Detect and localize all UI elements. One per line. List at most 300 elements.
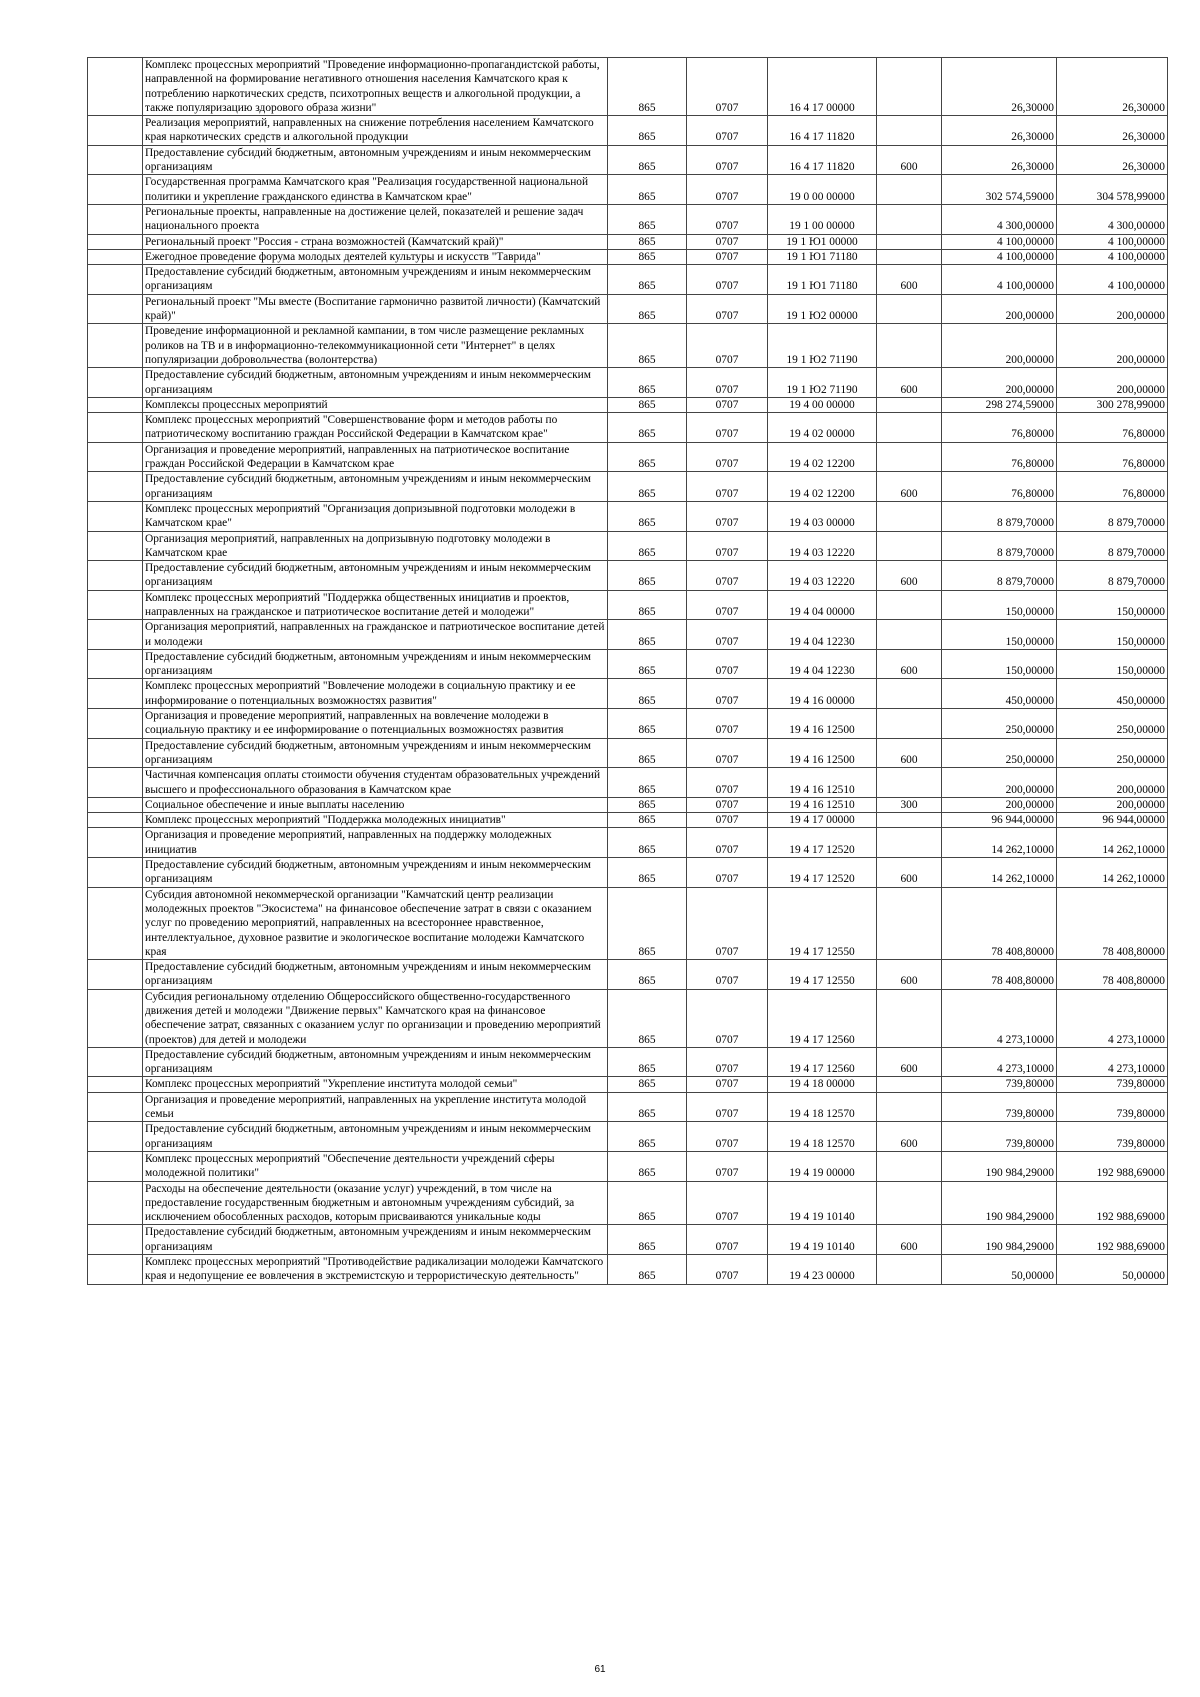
row-expense-type (877, 1255, 942, 1285)
table-row (88, 1122, 1168, 1152)
row-section-code: 0707 (687, 738, 768, 768)
row-section-code: 0707 (687, 472, 768, 502)
row-expense-type (877, 813, 942, 828)
row-target-article: 19 4 18 12570 (768, 1122, 877, 1152)
table-row (88, 828, 1168, 858)
row-expense-type (877, 116, 942, 146)
row-blank-cell (88, 709, 143, 739)
row-blank-cell (88, 620, 143, 650)
row-grbs-code: 865 (608, 58, 687, 116)
row-expense-type (877, 501, 942, 531)
row-expense-type (877, 175, 942, 205)
row-amount-year2: 76,80000 (1057, 472, 1168, 502)
row-blank-cell (88, 813, 143, 828)
row-description: Организация мероприятий, направленных на допризывную подготовку молодежи в Камчатском крае (143, 531, 608, 561)
row-amount-year1: 4 273,10000 (942, 989, 1057, 1047)
row-blank-cell (88, 175, 143, 205)
row-description: Комплекс процессных мероприятий "Противодействие радикализации молодежи Камчатского края и недопущение ее вовлечения в экстремистскую и террористическую деятельность" (143, 1255, 608, 1285)
row-target-article: 19 4 02 00000 (768, 413, 877, 443)
table-row (88, 294, 1168, 324)
row-target-article: 19 4 19 10140 (768, 1225, 877, 1255)
table-row (88, 501, 1168, 531)
row-grbs-code: 865 (608, 887, 687, 959)
row-grbs-code: 865 (608, 828, 687, 858)
row-blank-cell (88, 1255, 143, 1285)
table-row (88, 116, 1168, 146)
row-amount-year2: 739,80000 (1057, 1122, 1168, 1152)
row-description: Комплекс процессных мероприятий "Обеспечение деятельности учреждений сферы молодежной политики" (143, 1151, 608, 1181)
row-description: Предоставление субсидий бюджетным, автономным учреждениям и иным некоммерческим организациям (143, 368, 608, 398)
row-target-article: 19 4 17 12520 (768, 828, 877, 858)
row-grbs-code: 865 (608, 145, 687, 175)
row-description: Организация и проведение мероприятий, направленных на патриотическое воспитание граждан Российской Федерации в Камчатском крае (143, 442, 608, 472)
table-row (88, 472, 1168, 502)
row-target-article: 19 4 04 12230 (768, 649, 877, 679)
row-grbs-code: 865 (608, 265, 687, 295)
table-row (88, 1047, 1168, 1077)
table-row (88, 1092, 1168, 1122)
row-section-code: 0707 (687, 989, 768, 1047)
page-number: 61 (594, 1664, 606, 1675)
row-amount-year2: 76,80000 (1057, 442, 1168, 472)
row-target-article: 19 1 Ю2 00000 (768, 294, 877, 324)
row-expense-type: 600 (877, 960, 942, 990)
row-amount-year1: 4 273,10000 (942, 1047, 1057, 1077)
row-section-code: 0707 (687, 797, 768, 812)
row-section-code: 0707 (687, 1151, 768, 1181)
row-grbs-code: 865 (608, 1077, 687, 1092)
row-description: Предоставление субсидий бюджетным, автономным учреждениям и иным некоммерческим организациям (143, 265, 608, 295)
row-grbs-code: 865 (608, 294, 687, 324)
row-grbs-code: 865 (608, 1122, 687, 1152)
row-grbs-code: 865 (608, 368, 687, 398)
row-amount-year1: 76,80000 (942, 442, 1057, 472)
row-grbs-code: 865 (608, 679, 687, 709)
row-expense-type: 600 (877, 472, 942, 502)
row-amount-year2: 192 988,69000 (1057, 1181, 1168, 1225)
table-row (88, 738, 1168, 768)
row-amount-year2: 26,30000 (1057, 116, 1168, 146)
table-row (88, 1151, 1168, 1181)
row-grbs-code: 865 (608, 858, 687, 888)
row-target-article: 19 4 04 00000 (768, 590, 877, 620)
row-expense-type (877, 234, 942, 249)
row-section-code: 0707 (687, 1122, 768, 1152)
row-target-article: 19 4 02 12200 (768, 442, 877, 472)
row-description: Организация и проведение мероприятий, направленных на поддержку молодежных инициатив (143, 828, 608, 858)
row-grbs-code: 865 (608, 768, 687, 798)
row-amount-year1: 739,80000 (942, 1122, 1057, 1152)
row-amount-year2: 76,80000 (1057, 413, 1168, 443)
row-target-article: 19 4 03 12220 (768, 531, 877, 561)
row-grbs-code: 865 (608, 249, 687, 264)
table-row (88, 649, 1168, 679)
row-expense-type: 300 (877, 797, 942, 812)
row-amount-year2: 8 879,70000 (1057, 501, 1168, 531)
row-amount-year2: 26,30000 (1057, 145, 1168, 175)
row-description: Региональные проекты, направленные на достижение целей, показателей и решение задач национального проекта (143, 204, 608, 234)
row-target-article: 19 1 00 00000 (768, 204, 877, 234)
row-amount-year2: 150,00000 (1057, 649, 1168, 679)
row-grbs-code: 865 (608, 234, 687, 249)
row-amount-year2: 150,00000 (1057, 620, 1168, 650)
row-blank-cell (88, 887, 143, 959)
row-amount-year1: 26,30000 (942, 116, 1057, 146)
row-target-article: 16 4 17 11820 (768, 145, 877, 175)
row-amount-year1: 96 944,00000 (942, 813, 1057, 828)
row-amount-year2: 200,00000 (1057, 294, 1168, 324)
row-section-code: 0707 (687, 1181, 768, 1225)
row-blank-cell (88, 472, 143, 502)
row-description: Предоставление субсидий бюджетным, автономным учреждениям и иным некоммерческим организациям (143, 1047, 608, 1077)
table-row (88, 1255, 1168, 1285)
row-target-article: 19 4 03 12220 (768, 561, 877, 591)
row-target-article: 19 4 17 12550 (768, 960, 877, 990)
row-target-article: 19 4 17 12550 (768, 887, 877, 959)
row-amount-year2: 200,00000 (1057, 368, 1168, 398)
row-description: Субсидия региональному отделению Общероссийского общественно-государственного движения детей и молодежи "Движение первых" Камчатского края на финансовое обеспечение затрат, связанных с оказанием услуг по организации и проведению мероприятий (проектов) для детей и молодежи (143, 989, 608, 1047)
table-row (88, 397, 1168, 412)
row-section-code: 0707 (687, 368, 768, 398)
row-description: Ежегодное проведение форума молодых деятелей культуры и искусств "Таврида" (143, 249, 608, 264)
row-grbs-code: 865 (608, 797, 687, 812)
row-expense-type (877, 828, 942, 858)
row-grbs-code: 865 (608, 960, 687, 990)
row-section-code: 0707 (687, 858, 768, 888)
row-section-code: 0707 (687, 442, 768, 472)
table-row (88, 368, 1168, 398)
row-expense-type (877, 887, 942, 959)
row-blank-cell (88, 368, 143, 398)
row-target-article: 19 1 Ю1 71180 (768, 249, 877, 264)
row-amount-year1: 200,00000 (942, 368, 1057, 398)
row-expense-type (877, 1092, 942, 1122)
row-expense-type: 600 (877, 265, 942, 295)
table-row (88, 1181, 1168, 1225)
row-description: Предоставление субсидий бюджетным, автономным учреждениям и иным некоммерческим организациям (143, 649, 608, 679)
row-amount-year1: 150,00000 (942, 590, 1057, 620)
row-description: Предоставление субсидий бюджетным, автономным учреждениям и иным некоммерческим организациям (143, 561, 608, 591)
row-amount-year1: 4 100,00000 (942, 234, 1057, 249)
table-row (88, 58, 1168, 116)
table-row (88, 561, 1168, 591)
row-amount-year1: 50,00000 (942, 1255, 1057, 1285)
row-amount-year1: 190 984,29000 (942, 1225, 1057, 1255)
row-blank-cell (88, 768, 143, 798)
table-row (88, 413, 1168, 443)
row-section-code: 0707 (687, 828, 768, 858)
row-blank-cell (88, 531, 143, 561)
table-row (88, 145, 1168, 175)
row-expense-type: 600 (877, 1225, 942, 1255)
row-expense-type: 600 (877, 1122, 942, 1152)
row-grbs-code: 865 (608, 989, 687, 1047)
row-description: Социальное обеспечение и иные выплаты населению (143, 797, 608, 812)
row-section-code: 0707 (687, 813, 768, 828)
row-grbs-code: 865 (608, 397, 687, 412)
row-section-code: 0707 (687, 175, 768, 205)
row-blank-cell (88, 649, 143, 679)
table-row (88, 679, 1168, 709)
row-section-code: 0707 (687, 145, 768, 175)
row-amount-year2: 450,00000 (1057, 679, 1168, 709)
row-amount-year1: 4 100,00000 (942, 265, 1057, 295)
row-grbs-code: 865 (608, 324, 687, 368)
row-expense-type (877, 413, 942, 443)
row-expense-type: 600 (877, 561, 942, 591)
row-grbs-code: 865 (608, 738, 687, 768)
row-target-article: 16 4 17 11820 (768, 116, 877, 146)
row-section-code: 0707 (687, 590, 768, 620)
row-target-article: 19 4 04 12230 (768, 620, 877, 650)
row-amount-year2: 304 578,99000 (1057, 175, 1168, 205)
row-amount-year2: 4 273,10000 (1057, 1047, 1168, 1077)
row-amount-year1: 200,00000 (942, 797, 1057, 812)
table-row (88, 620, 1168, 650)
row-blank-cell (88, 738, 143, 768)
table-row (88, 768, 1168, 798)
row-section-code: 0707 (687, 1225, 768, 1255)
row-grbs-code: 865 (608, 1225, 687, 1255)
table-row (88, 249, 1168, 264)
table-row (88, 887, 1168, 959)
table-row (88, 175, 1168, 205)
row-amount-year2: 14 262,10000 (1057, 858, 1168, 888)
row-grbs-code: 865 (608, 413, 687, 443)
row-expense-type (877, 989, 942, 1047)
row-description: Предоставление субсидий бюджетным, автономным учреждениям и иным некоммерческим организациям (143, 738, 608, 768)
row-blank-cell (88, 413, 143, 443)
table-row (88, 234, 1168, 249)
row-target-article: 19 4 19 10140 (768, 1181, 877, 1225)
row-blank-cell (88, 324, 143, 368)
row-amount-year1: 302 574,59000 (942, 175, 1057, 205)
row-amount-year1: 8 879,70000 (942, 501, 1057, 531)
row-blank-cell (88, 1077, 143, 1092)
row-section-code: 0707 (687, 204, 768, 234)
row-target-article: 19 1 Ю2 71190 (768, 324, 877, 368)
row-description: Предоставление субсидий бюджетным, автономным учреждениям и иным некоммерческим организациям (143, 858, 608, 888)
row-target-article: 19 4 17 12560 (768, 1047, 877, 1077)
row-target-article: 19 4 18 12570 (768, 1092, 877, 1122)
row-target-article: 19 4 16 00000 (768, 679, 877, 709)
row-section-code: 0707 (687, 234, 768, 249)
row-blank-cell (88, 1225, 143, 1255)
row-amount-year1: 450,00000 (942, 679, 1057, 709)
row-amount-year2: 200,00000 (1057, 768, 1168, 798)
row-amount-year1: 78 408,80000 (942, 887, 1057, 959)
row-amount-year1: 150,00000 (942, 620, 1057, 650)
row-amount-year2: 250,00000 (1057, 709, 1168, 739)
row-amount-year2: 200,00000 (1057, 797, 1168, 812)
row-target-article: 19 4 16 12500 (768, 738, 877, 768)
row-amount-year1: 78 408,80000 (942, 960, 1057, 990)
table-row (88, 442, 1168, 472)
row-section-code: 0707 (687, 501, 768, 531)
row-description: Комплекс процессных мероприятий "Проведение информационно-пропагандистской работы, направленной на формирование негативного отношения населения Камчатского края к потреблению наркотических средств, психотропных веществ и алкогольной продукции, а также популяризацию здорового образа жизни" (143, 58, 608, 116)
row-amount-year2: 4 100,00000 (1057, 249, 1168, 264)
row-grbs-code: 865 (608, 472, 687, 502)
table-row (88, 1225, 1168, 1255)
row-description: Проведение информационной и рекламной кампании, в том числе размещение рекламных роликов на ТВ и в информационно-телекоммуникационной сети "Интернет" в целях популяризации добровольчества (волонтерства) (143, 324, 608, 368)
row-section-code: 0707 (687, 679, 768, 709)
row-target-article: 19 4 16 12510 (768, 797, 877, 812)
row-description: Предоставление субсидий бюджетным, автономным учреждениям и иным некоммерческим организациям (143, 145, 608, 175)
row-amount-year2: 4 273,10000 (1057, 989, 1168, 1047)
row-blank-cell (88, 501, 143, 531)
row-expense-type (877, 58, 942, 116)
row-blank-cell (88, 265, 143, 295)
row-expense-type: 600 (877, 1047, 942, 1077)
row-blank-cell (88, 442, 143, 472)
budget-table-body (88, 58, 1168, 1285)
row-grbs-code: 865 (608, 1255, 687, 1285)
row-grbs-code: 865 (608, 116, 687, 146)
row-amount-year2: 739,80000 (1057, 1077, 1168, 1092)
row-amount-year1: 14 262,10000 (942, 828, 1057, 858)
row-section-code: 0707 (687, 768, 768, 798)
row-expense-type: 600 (877, 145, 942, 175)
row-amount-year2: 78 408,80000 (1057, 960, 1168, 990)
row-expense-type (877, 1077, 942, 1092)
row-blank-cell (88, 249, 143, 264)
row-expense-type (877, 620, 942, 650)
row-blank-cell (88, 294, 143, 324)
row-blank-cell (88, 1047, 143, 1077)
row-target-article: 19 4 00 00000 (768, 397, 877, 412)
row-description: Предоставление субсидий бюджетным, автономным учреждениям и иным некоммерческим организациям (143, 472, 608, 502)
row-blank-cell (88, 234, 143, 249)
row-amount-year1: 739,80000 (942, 1077, 1057, 1092)
row-target-article: 19 4 02 12200 (768, 472, 877, 502)
table-row (88, 1077, 1168, 1092)
row-section-code: 0707 (687, 413, 768, 443)
row-amount-year1: 250,00000 (942, 709, 1057, 739)
row-section-code: 0707 (687, 709, 768, 739)
row-section-code: 0707 (687, 294, 768, 324)
row-target-article: 19 1 Ю1 71180 (768, 265, 877, 295)
row-blank-cell (88, 1151, 143, 1181)
row-section-code: 0707 (687, 265, 768, 295)
row-grbs-code: 865 (608, 1181, 687, 1225)
row-description: Организация мероприятий, направленных на гражданское и патриотическое воспитание детей и молодежи (143, 620, 608, 650)
row-description: Организация и проведение мероприятий, направленных на вовлечение молодежи в социальную практику и ее информирование о потенциальных возможностях развития (143, 709, 608, 739)
row-amount-year2: 26,30000 (1057, 58, 1168, 116)
row-description: Расходы на обеспечение деятельности (оказание услуг) учреждений, в том числе на предоставление государственным бюджетным и автономным учреждениям субсидий, за исключением обособленных расходов, которым присваиваются уникальные коды (143, 1181, 608, 1225)
row-expense-type (877, 294, 942, 324)
table-row (88, 709, 1168, 739)
row-expense-type (877, 768, 942, 798)
row-description: Реализация мероприятий, направленных на снижение потребления населением Камчатского края наркотических средств и алкогольной продукции (143, 116, 608, 146)
row-blank-cell (88, 960, 143, 990)
row-amount-year1: 190 984,29000 (942, 1151, 1057, 1181)
row-blank-cell (88, 590, 143, 620)
row-target-article: 19 4 16 12500 (768, 709, 877, 739)
row-amount-year2: 4 300,00000 (1057, 204, 1168, 234)
row-description: Комплексы процессных мероприятий (143, 397, 608, 412)
row-grbs-code: 865 (608, 204, 687, 234)
row-amount-year1: 76,80000 (942, 472, 1057, 502)
row-blank-cell (88, 679, 143, 709)
row-grbs-code: 865 (608, 1092, 687, 1122)
row-expense-type (877, 1151, 942, 1181)
row-amount-year2: 300 278,99000 (1057, 397, 1168, 412)
row-expense-type (877, 709, 942, 739)
row-amount-year1: 8 879,70000 (942, 531, 1057, 561)
row-amount-year2: 4 100,00000 (1057, 265, 1168, 295)
row-blank-cell (88, 116, 143, 146)
row-amount-year2: 78 408,80000 (1057, 887, 1168, 959)
row-grbs-code: 865 (608, 649, 687, 679)
row-expense-type (877, 531, 942, 561)
row-amount-year2: 8 879,70000 (1057, 531, 1168, 561)
row-amount-year2: 96 944,00000 (1057, 813, 1168, 828)
row-grbs-code: 865 (608, 501, 687, 531)
row-section-code: 0707 (687, 249, 768, 264)
row-amount-year2: 192 988,69000 (1057, 1225, 1168, 1255)
row-target-article: 19 4 17 00000 (768, 813, 877, 828)
row-expense-type (877, 590, 942, 620)
table-row (88, 989, 1168, 1047)
row-amount-year2: 192 988,69000 (1057, 1151, 1168, 1181)
row-blank-cell (88, 204, 143, 234)
row-amount-year2: 4 100,00000 (1057, 234, 1168, 249)
row-amount-year2: 8 879,70000 (1057, 561, 1168, 591)
row-expense-type: 600 (877, 858, 942, 888)
row-target-article: 19 0 00 00000 (768, 175, 877, 205)
row-amount-year1: 739,80000 (942, 1092, 1057, 1122)
row-description: Комплекс процессных мероприятий "Укрепление института молодой семьи" (143, 1077, 608, 1092)
row-expense-type (877, 249, 942, 264)
row-description: Частичная компенсация оплаты стоимости обучения студентам образовательных учреждений высшего и профессионального образования в Камчатском крае (143, 768, 608, 798)
row-amount-year2: 200,00000 (1057, 324, 1168, 368)
row-grbs-code: 865 (608, 813, 687, 828)
row-description: Комплекс процессных мероприятий "Вовлечение молодежи в социальную практику и ее информирование о потенциальных возможностях развития" (143, 679, 608, 709)
row-expense-type (877, 1181, 942, 1225)
row-amount-year2: 250,00000 (1057, 738, 1168, 768)
row-description: Комплекс процессных мероприятий "Поддержка общественных инициатив и проектов, направленных на гражданское и патриотическое воспитание детей и молодежи" (143, 590, 608, 620)
row-description: Субсидия автономной некоммерческой организации "Камчатский центр реализации молодежных проектов "Экосистема" на финансовое обеспечение затрат в связи с оказанием услуг по проведению мероприятий, направленных на всестороннее нравственное, интеллектуальное, духовное развитие и экологическое воспитание молодежи Камчатского края (143, 887, 608, 959)
row-amount-year2: 739,80000 (1057, 1092, 1168, 1122)
row-expense-type (877, 679, 942, 709)
row-target-article: 19 4 18 00000 (768, 1077, 877, 1092)
row-blank-cell (88, 561, 143, 591)
row-target-article: 19 1 Ю1 00000 (768, 234, 877, 249)
row-section-code: 0707 (687, 620, 768, 650)
row-blank-cell (88, 797, 143, 812)
row-section-code: 0707 (687, 1092, 768, 1122)
row-amount-year1: 26,30000 (942, 145, 1057, 175)
row-section-code: 0707 (687, 960, 768, 990)
row-description: Комплекс процессных мероприятий "Организация допризывной подготовки молодежи в Камчатском крае" (143, 501, 608, 531)
row-section-code: 0707 (687, 1255, 768, 1285)
row-section-code: 0707 (687, 1047, 768, 1077)
table-row (88, 813, 1168, 828)
row-amount-year1: 8 879,70000 (942, 561, 1057, 591)
row-description: Предоставление субсидий бюджетным, автономным учреждениям и иным некоммерческим организациям (143, 1225, 608, 1255)
row-target-article: 16 4 17 00000 (768, 58, 877, 116)
row-amount-year1: 150,00000 (942, 649, 1057, 679)
row-amount-year2: 14 262,10000 (1057, 828, 1168, 858)
row-description: Комплекс процессных мероприятий "Поддержка молодежных инициатив" (143, 813, 608, 828)
row-blank-cell (88, 858, 143, 888)
row-blank-cell (88, 397, 143, 412)
row-amount-year1: 200,00000 (942, 324, 1057, 368)
row-target-article: 19 4 16 12510 (768, 768, 877, 798)
row-description: Организация и проведение мероприятий, направленных на укрепление института молодой семьи (143, 1092, 608, 1122)
row-target-article: 19 4 17 12520 (768, 858, 877, 888)
table-row (88, 960, 1168, 990)
